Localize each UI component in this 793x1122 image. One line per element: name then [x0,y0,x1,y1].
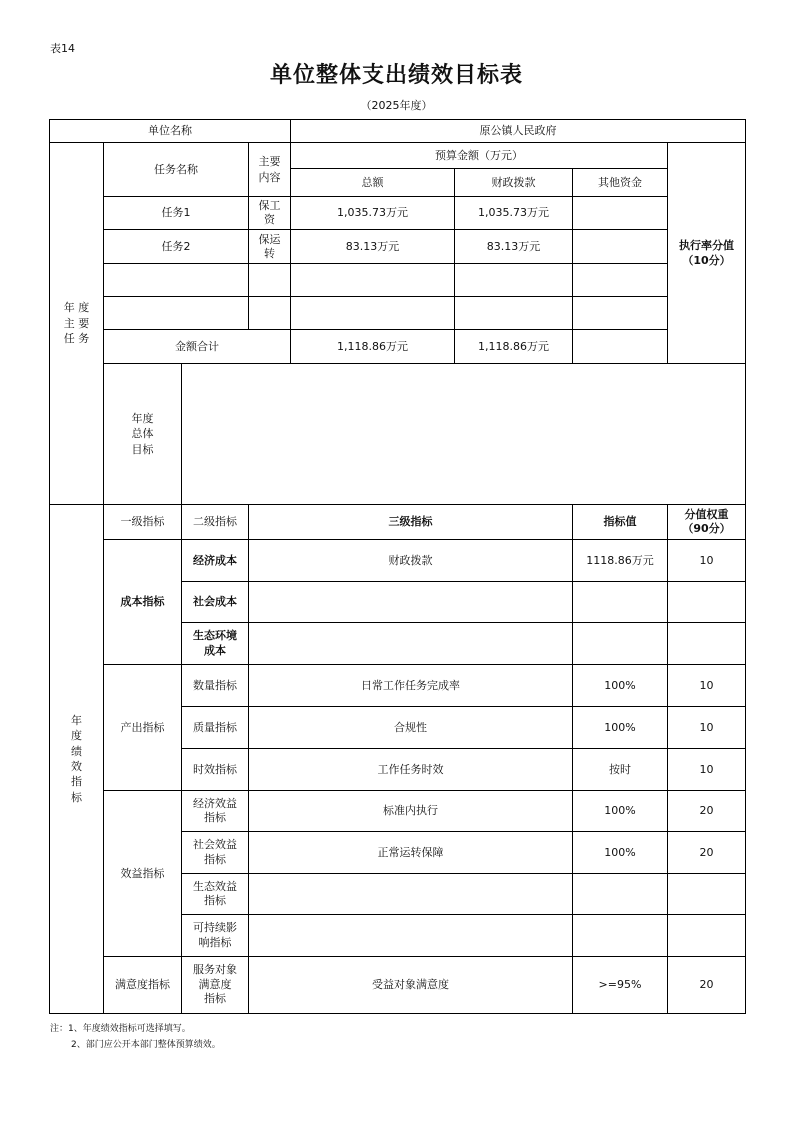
note-2: 2、部门应公开本部门整体预算绩效。 [71,1040,221,1050]
task-row-empty [50,297,746,330]
total-header: 总额 [291,169,455,197]
task-name: 任务2 [104,230,249,264]
task-name: 任务1 [104,197,249,230]
value-cell: 100% [573,707,668,749]
value-cell [573,874,668,915]
level3-cell: 工作任务时效 [249,749,573,791]
performance-table [49,119,746,1014]
notes [50,1021,221,1053]
level2-cell: 经济效益 指标 [182,791,249,832]
level2-cell: 数量指标 [182,665,249,707]
sum-fiscal: 1,118.86万元 [455,330,573,364]
level2-cell: 质量指标 [182,707,249,749]
value-cell: 100% [573,832,668,874]
unit-label: 单位名称 [50,120,291,143]
level2-cell: 生态环境 成本 [182,623,249,665]
weight-cell: 10 [668,665,746,707]
value-cell: 100% [573,791,668,832]
level3-cell [249,874,573,915]
task-fiscal: 1,035.73万元 [455,197,573,230]
value-cell [573,915,668,957]
value-header: 指标值 [573,505,668,540]
level1-header: 一级指标 [104,505,182,540]
level3-cell: 正常运转保障 [249,832,573,874]
value-cell [573,623,668,665]
fiscal-header: 财政拨款 [455,169,573,197]
value-cell: 100% [573,665,668,707]
page-title: 单位整体支出绩效目标表 [269,63,523,88]
level3-cell: 合规性 [249,707,573,749]
task-row-empty [50,264,746,297]
level2-cell: 生态效益 指标 [182,874,249,915]
budget-header: 预算金额（万元） [291,143,668,169]
task-other [573,197,668,230]
task-row [50,230,746,264]
level3-cell: 财政拨款 [249,540,573,582]
sum-label: 金额合计 [104,330,291,364]
tasks-section-label: 年 度 主 要 任 务 [50,143,104,505]
level2-cell: 可持续影 响指标 [182,915,249,957]
weight-cell [668,582,746,623]
table-number: 表14 [50,42,75,55]
level3-cell [249,582,573,623]
value-cell: 1118.86万元 [573,540,668,582]
level3-cell: 受益对象满意度 [249,957,573,1014]
sum-other [573,330,668,364]
unit-row [50,120,746,143]
level1-output: 产出指标 [104,665,182,791]
level3-cell [249,915,573,957]
level3-cell: 日常工作任务完成率 [249,665,573,707]
weight-cell: 20 [668,832,746,874]
task-other [573,230,668,264]
level2-cell: 经济成本 [182,540,249,582]
level3-cell [249,623,573,665]
level1-cost: 成本指标 [104,540,182,665]
weight-cell: 20 [668,791,746,832]
task-fiscal: 83.13万元 [455,230,573,264]
goal-label: 年度 总体 目标 [104,364,182,505]
level1-satisfaction: 满意度指标 [104,957,182,1014]
task-total: 1,035.73万元 [291,197,455,230]
weight-cell: 10 [668,540,746,582]
indicator-row [50,957,746,1014]
level1-benefit: 效益指标 [104,791,182,957]
level2-cell: 社会效益 指标 [182,832,249,874]
unit-value: 原公镇人民政府 [291,120,746,143]
other-header: 其他资金 [573,169,668,197]
weight-cell [668,623,746,665]
indicators-section-label: 年 度 绩 效 指 标 [50,505,104,1014]
note-1: 注：1、年度绩效指标可选择填写。 [50,1024,191,1034]
indicator-row [50,540,746,582]
indicator-row [50,791,746,832]
level2-cell: 时效指标 [182,749,249,791]
weight-header: 分值权重 （90分） [668,505,746,540]
level2-cell: 社会成本 [182,582,249,623]
weight-cell: 10 [668,749,746,791]
indicator-row [50,665,746,707]
task-content: 保工 资 [249,197,291,230]
task-name-header: 任务名称 [104,143,249,197]
weight-cell: 20 [668,957,746,1014]
year-label: （2025年度） [360,99,433,112]
sum-row [50,330,746,364]
level2-cell: 服务对象 满意度 指标 [182,957,249,1014]
level3-header: 三级指标 [249,505,573,540]
value-cell [573,582,668,623]
exec-rate-header: 执行率分值 （10分） [668,143,746,364]
task-row [50,197,746,230]
value-cell: >=95% [573,957,668,1014]
weight-cell: 10 [668,707,746,749]
value-cell: 按时 [573,749,668,791]
level2-header: 二级指标 [182,505,249,540]
weight-cell [668,915,746,957]
goal-text [182,364,746,505]
task-content-header: 主要 内容 [249,143,291,197]
sum-total: 1,118.86万元 [291,330,455,364]
indicator-header-row [50,505,746,540]
goal-row [50,364,746,505]
task-total: 83.13万元 [291,230,455,264]
weight-cell [668,874,746,915]
task-content: 保运 转 [249,230,291,264]
level3-cell: 标准内执行 [249,791,573,832]
